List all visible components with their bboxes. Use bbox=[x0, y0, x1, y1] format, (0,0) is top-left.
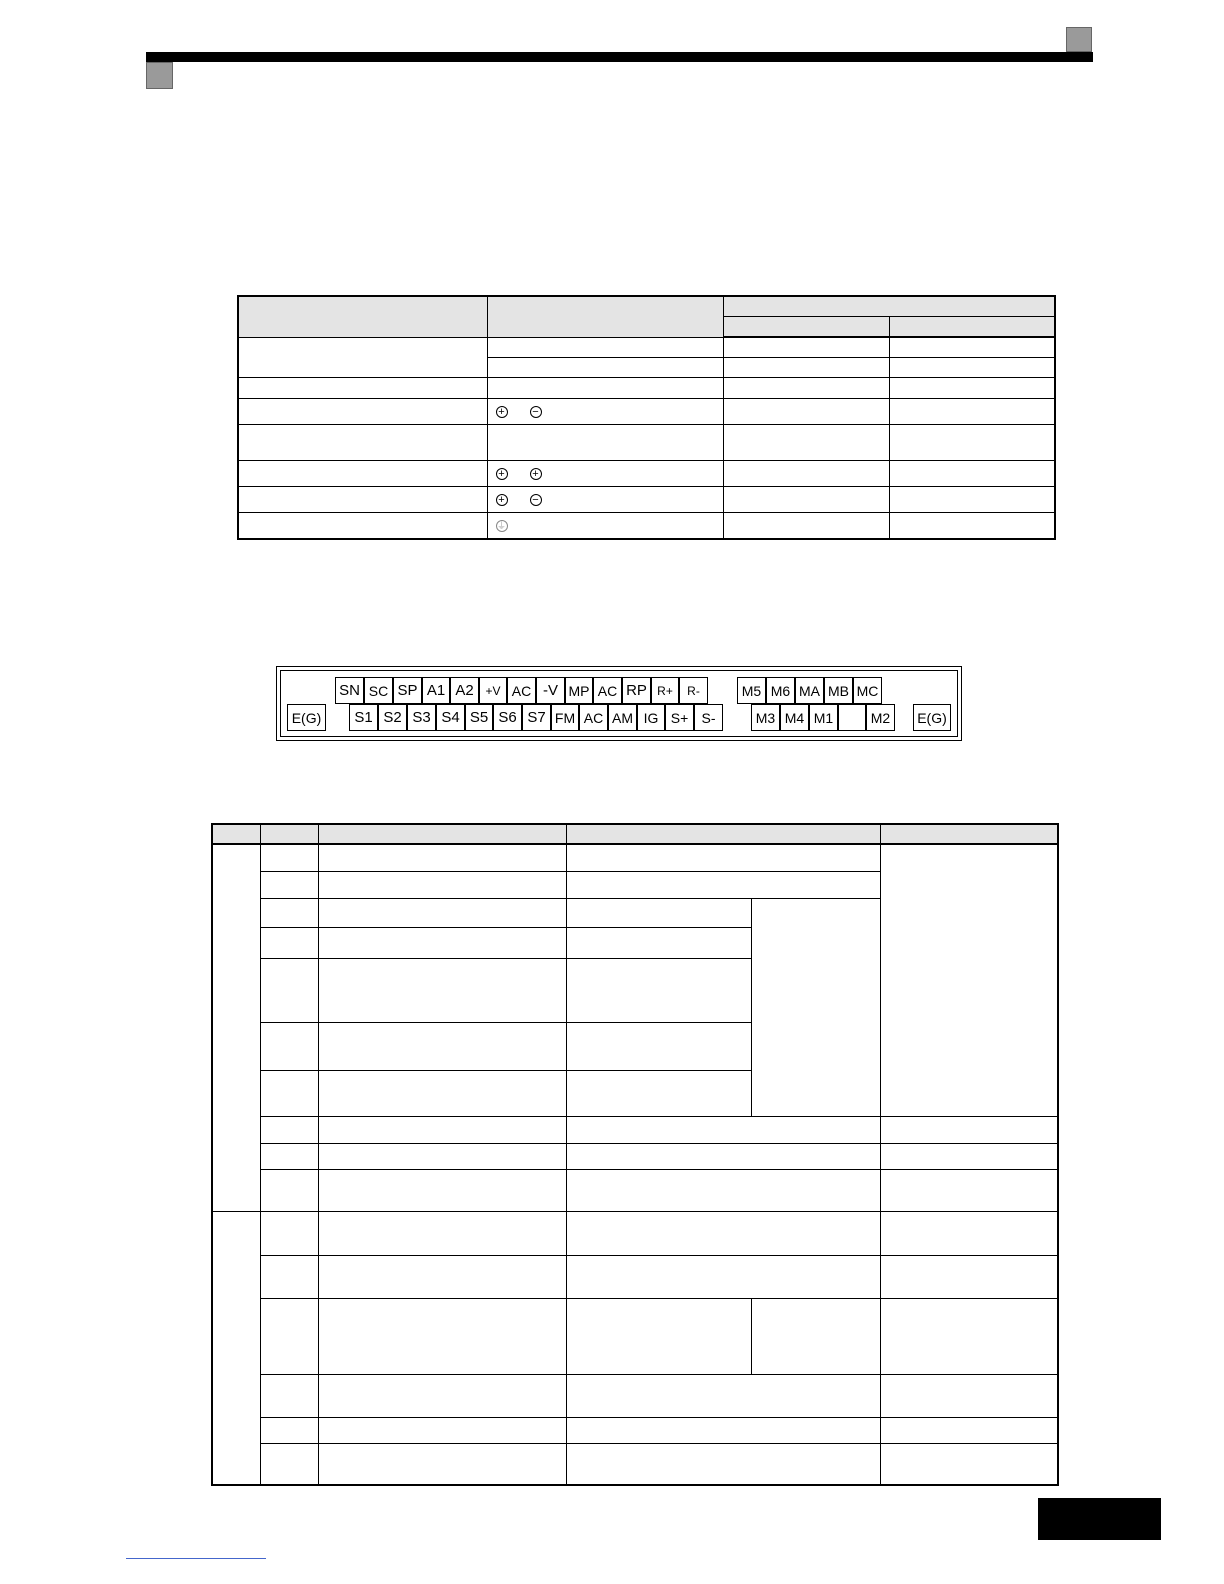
table2-header-cell bbox=[212, 824, 260, 844]
table-row bbox=[238, 424, 1055, 460]
table1-header-cell bbox=[487, 296, 723, 337]
ground-icon: ⏚ bbox=[496, 520, 506, 531]
terminal-block: S- bbox=[694, 704, 723, 731]
table-row bbox=[212, 1116, 1058, 1143]
plus-circle-icon: + bbox=[530, 468, 542, 480]
terminal-block: AC bbox=[507, 677, 536, 704]
terminal-block: M4 bbox=[780, 704, 809, 731]
terminal-block: M2 bbox=[866, 704, 895, 731]
table-row bbox=[238, 337, 1055, 357]
table-row bbox=[238, 486, 1055, 512]
terminal-block: M5 bbox=[737, 677, 766, 704]
terminal-block: S3 bbox=[407, 704, 436, 731]
table1-header-cell bbox=[723, 316, 889, 337]
terminal-block: MA bbox=[795, 677, 824, 704]
table-row bbox=[212, 1298, 1058, 1374]
terminal-block: AM bbox=[608, 704, 637, 731]
footer-link-underline bbox=[126, 1558, 266, 1559]
table-row bbox=[238, 377, 1055, 398]
terminal-block bbox=[838, 704, 866, 731]
minus-circle-icon: − bbox=[530, 494, 542, 506]
terminal-block: FM bbox=[551, 704, 579, 731]
terminal-block: S5 bbox=[465, 704, 493, 731]
table1-header-cell bbox=[889, 316, 1055, 337]
terminal-block: SC bbox=[364, 677, 393, 704]
terminal-block: RP bbox=[622, 677, 651, 704]
table-row bbox=[238, 512, 1055, 539]
main-circuit-terminal-table bbox=[237, 295, 1056, 540]
control-circuit-terminal-table bbox=[211, 823, 1059, 1486]
terminal-block: S7 bbox=[522, 704, 551, 731]
plus-circle-icon: + bbox=[496, 406, 508, 418]
terminal-block: S2 bbox=[378, 704, 407, 731]
terminal-block: MB bbox=[824, 677, 853, 704]
table-row bbox=[212, 1169, 1058, 1211]
terminal-block: S4 bbox=[436, 704, 465, 731]
terminal-block: M3 bbox=[751, 704, 780, 731]
plus-circle-icon: + bbox=[496, 494, 508, 506]
table-row bbox=[238, 398, 1055, 424]
terminal-block: MC bbox=[853, 677, 882, 704]
table2-header-cell bbox=[318, 824, 566, 844]
ground-terminal-right: E(G) bbox=[913, 704, 951, 731]
terminal-block: MP bbox=[565, 677, 593, 704]
terminal-block: S6 bbox=[493, 704, 522, 731]
terminal-block: AC bbox=[579, 704, 608, 731]
header-bar bbox=[146, 52, 1093, 62]
table-row bbox=[212, 1143, 1058, 1169]
table-row bbox=[212, 1374, 1058, 1417]
plus-circle-icon: + bbox=[496, 468, 508, 480]
table-row bbox=[212, 1255, 1058, 1298]
terminal-block: SP bbox=[393, 677, 422, 704]
terminal-block: S1 bbox=[349, 704, 378, 731]
table-row bbox=[238, 460, 1055, 486]
ground-terminal-left: E(G) bbox=[287, 704, 326, 731]
terminal-block: A1 bbox=[422, 677, 450, 704]
table1-header-cell bbox=[723, 296, 1055, 316]
terminal-block: IG bbox=[637, 704, 665, 731]
minus-circle-icon: − bbox=[530, 406, 542, 418]
section-marker bbox=[146, 62, 173, 89]
table-row bbox=[212, 844, 1058, 871]
terminal-block: R+ bbox=[651, 677, 679, 704]
terminal-block: +V bbox=[479, 677, 507, 704]
table2-header-cell bbox=[566, 824, 880, 844]
terminal-block: AC bbox=[593, 677, 622, 704]
terminal-block: M6 bbox=[766, 677, 795, 704]
table-row bbox=[212, 1443, 1058, 1485]
header-tab-marker bbox=[1066, 27, 1092, 52]
table-row bbox=[212, 1211, 1058, 1255]
table2-header-cell bbox=[880, 824, 1058, 844]
table2-header-cell bbox=[260, 824, 318, 844]
table-row bbox=[212, 1417, 1058, 1443]
terminal-block: SN bbox=[335, 677, 364, 704]
terminal-block: S+ bbox=[665, 704, 694, 731]
terminal-block: M1 bbox=[809, 704, 838, 731]
terminal-block: A2 bbox=[450, 677, 479, 704]
terminal-block: -V bbox=[536, 677, 565, 704]
terminal-block: R- bbox=[679, 677, 708, 704]
page-number-box bbox=[1038, 1498, 1161, 1540]
table1-header-cell bbox=[238, 296, 487, 337]
